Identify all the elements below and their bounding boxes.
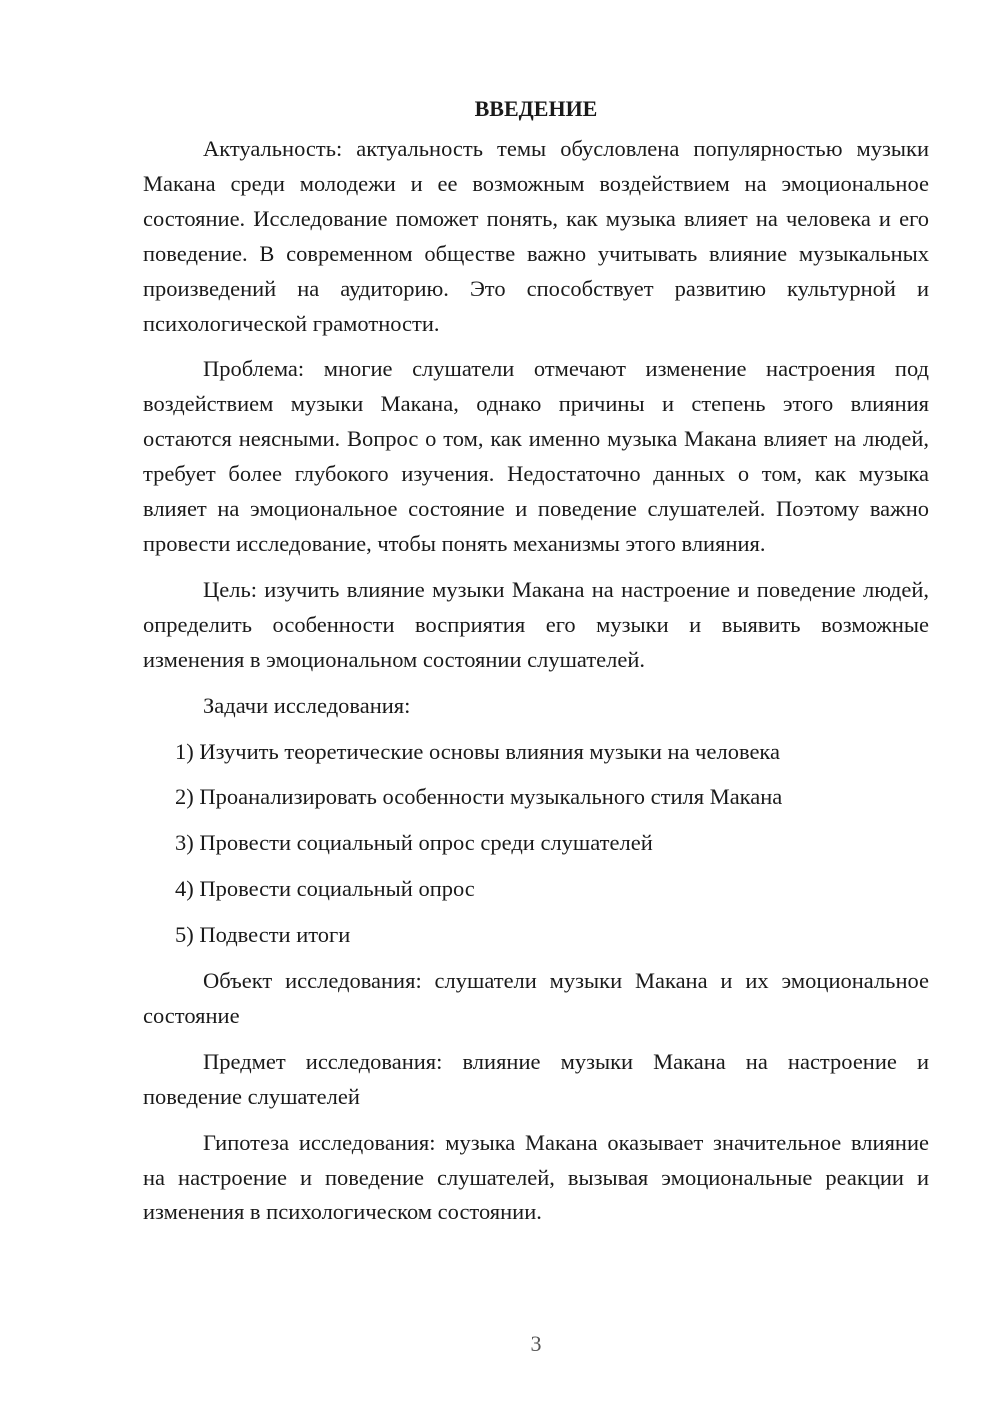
problem-paragraph: Проблема: многие слушатели отмечают изменение настроения под воздействием музыки Макана, однако причины и степень этого влияния остаются неясными. Вопрос о том, как именно музыка Макана влияет на людей, требует более глубокого изучения. Недостаточно данных о том, как музыка влияет на эмоциональное состояние и поведение слушателей. Поэтому важно провести исследование, чтобы понять механизмы этого влияния. bbox=[143, 356, 929, 556]
subject-paragraph: Предмет исследования: влияние музыки Макана на настроение и поведение слушателей bbox=[143, 1048, 929, 1109]
task-item: 1) Изучить теоретические основы влияния музыки на человека bbox=[175, 738, 781, 764]
tasks-list bbox=[143, 735, 929, 954]
goal-paragraph: Цель: изучить влияние музыки Макана на настроение и поведение людей, определить особенности восприятия его музыки и выявить возможные изменения в эмоциональном состоянии слушателей. bbox=[143, 576, 929, 672]
page-number: 3 bbox=[530, 1331, 542, 1356]
hypothesis-paragraph: Гипотеза исследования: музыка Макана оказывает значительное влияние на настроение и поведение слушателей, вызывая эмоциональные реакции и изменения в психологическом состоянии. bbox=[143, 1129, 929, 1225]
object-paragraph: Объект исследования: слушатели музыки Макана и их эмоциональное состояние bbox=[143, 968, 929, 1028]
document-page bbox=[143, 92, 929, 1241]
relevance-paragraph: Актуальность: актуальность темы обусловлена популярностью музыки Макана среди молодежи и ее возможным воздействием на эмоциональное состояние. Исследование поможет понять, как музыка влияет на человека и его поведение. В современном обществе важно учитывать влияние музыкальных произведений на аудиторию. Это способствует развитию культурной и психологической грамотности. bbox=[143, 136, 929, 336]
task-item: 4) Провести социальный опрос bbox=[175, 876, 475, 902]
task-item: 2) Проанализировать особенности музыкального стиля Макана bbox=[175, 784, 783, 810]
task-item: 3) Провести социальный опрос среди слушателей bbox=[175, 830, 653, 856]
task-item: 5) Подвести итоги bbox=[175, 922, 351, 948]
page-heading: ВВЕДЕНИЕ bbox=[474, 96, 598, 121]
tasks-title: Задачи исследования: bbox=[203, 692, 411, 718]
